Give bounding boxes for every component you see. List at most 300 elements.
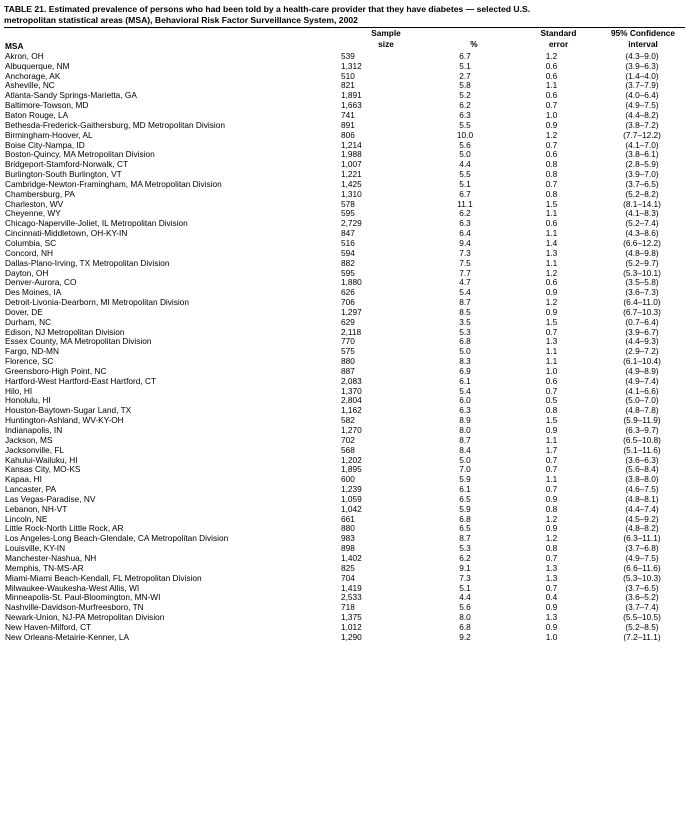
cell-msa: Albuquerque, NM (5, 61, 70, 71)
cell-percent: 6.1 (459, 376, 471, 386)
cell-confidence-interval: (3.7–6.8) (625, 544, 659, 554)
cell-standard-error: 0.9 (545, 307, 558, 317)
cell-percent: 8.7 (459, 534, 471, 544)
cell-percent: 6.1 (459, 485, 471, 495)
cell-standard-error: 1.1 (545, 347, 558, 357)
table-row (4, 426, 685, 436)
column-header-sample-size-line2: size (378, 38, 394, 49)
table-row (4, 406, 685, 416)
table-row (4, 209, 685, 219)
table-row (4, 524, 685, 534)
cell-standard-error: 0.7 (545, 327, 558, 337)
cell-standard-error: 0.6 (545, 150, 558, 160)
cell-sample-size: 704 (341, 573, 355, 583)
table-row (4, 446, 685, 456)
cell-percent: 7.5 (459, 258, 471, 268)
cell-sample-size: 1,310 (341, 189, 362, 199)
cell-sample-size: 661 (341, 514, 355, 524)
cell-percent: 5.5 (459, 120, 471, 130)
cell-standard-error: 0.9 (545, 120, 558, 130)
cell-sample-size: 2,729 (341, 219, 362, 229)
cell-sample-size: 741 (341, 110, 355, 121)
cell-percent: 5.0 (459, 455, 471, 465)
cell-sample-size: 806 (341, 130, 355, 140)
cell-standard-error: 1.1 (545, 258, 558, 268)
cell-sample-size: 568 (341, 445, 355, 455)
table-row (4, 623, 685, 633)
cell-msa: Akron, OH (5, 51, 44, 61)
table-row (4, 91, 685, 101)
cell-standard-error: 1.2 (545, 514, 558, 524)
cell-sample-size: 880 (341, 524, 355, 534)
cell-sample-size: 629 (341, 317, 355, 327)
cell-msa: Lincoln, NE (5, 514, 48, 524)
cell-standard-error: 0.4 (545, 593, 558, 603)
cell-standard-error: 1.5 (545, 199, 558, 209)
table-header (4, 28, 685, 52)
cell-standard-error: 0.6 (545, 219, 558, 229)
cell-standard-error: 1.1 (545, 357, 558, 367)
cell-confidence-interval: (5.3–10.3) (623, 573, 661, 583)
cell-sample-size: 770 (341, 337, 355, 347)
cell-standard-error: 0.6 (545, 278, 558, 288)
cell-standard-error: 1.1 (545, 209, 558, 219)
cell-sample-size: 821 (341, 81, 355, 91)
cell-confidence-interval: (4.1–8.3) (625, 209, 659, 219)
table-title-line-2: metropolitan statistical areas (MSA), Behavioral Risk Factor Surveillance System, 2002 (4, 15, 358, 25)
cell-percent: 6.3 (459, 110, 471, 121)
cell-msa: Miami-Miami Beach-Kendall, FL Metropolitan Division (5, 573, 202, 583)
cell-standard-error: 0.8 (545, 170, 558, 180)
cell-sample-size: 706 (341, 298, 355, 308)
cell-percent: 5.0 (459, 347, 471, 357)
table-title-line-1: TABLE 21. Estimated prevalence of persons who had been told by a health-care provider that they have diabetes — selected U.S. (4, 4, 531, 14)
cell-confidence-interval: (3.7–7.9) (625, 81, 659, 91)
cell-msa: Cincinnati-Middletown, OH-KY-IN (5, 229, 128, 239)
cell-confidence-interval: (3.6–6.3) (625, 455, 659, 465)
table-row (4, 377, 685, 387)
cell-standard-error: 0.9 (545, 603, 558, 613)
cell-standard-error: 0.5 (545, 396, 558, 406)
cell-percent: 6.9 (459, 366, 471, 376)
cell-percent: 8.3 (459, 357, 471, 367)
cell-percent: 7.7 (459, 268, 471, 278)
cell-percent: 5.6 (459, 140, 471, 150)
table-row (4, 259, 685, 269)
cell-msa: Boston-Quincy, MA Metropolitan Division (5, 150, 155, 160)
cell-standard-error: 0.9 (545, 622, 558, 632)
cell-msa: Asheville, NC (5, 81, 55, 91)
cell-percent: 4.7 (459, 278, 471, 288)
cell-msa: Edison, NJ Metropolitan Division (5, 327, 125, 337)
cell-confidence-interval: (3.6–5.2) (625, 593, 659, 603)
cell-msa: Bethesda-Frederick-Gaithersburg, MD Metropolitan Division (5, 120, 225, 130)
cell-standard-error: 0.9 (545, 288, 558, 298)
cell-sample-size: 847 (341, 229, 355, 239)
cell-confidence-interval: (3.9–6.3) (625, 61, 659, 71)
table-row (4, 170, 685, 180)
cell-standard-error: 0.6 (545, 91, 558, 101)
cell-msa: Manchester-Nashua, NH (5, 553, 97, 563)
cell-sample-size: 539 (341, 51, 355, 61)
table-row (4, 328, 685, 338)
cell-confidence-interval: (4.9–7.5) (625, 101, 659, 111)
cell-sample-size: 898 (341, 544, 355, 554)
cell-confidence-interval: (1.4–4.0) (625, 71, 659, 81)
cell-sample-size: 575 (341, 347, 355, 357)
table-row (4, 633, 685, 643)
column-header-standard-error-line2: error (548, 38, 569, 49)
cell-sample-size: 595 (341, 209, 355, 219)
table-row (4, 456, 685, 466)
cell-msa: Fargo, ND-MN (5, 347, 59, 357)
table-row (4, 318, 685, 328)
cell-sample-size: 1,042 (341, 504, 362, 514)
table-row (4, 544, 685, 554)
cell-percent: 5.0 (459, 150, 471, 160)
cell-confidence-interval: (4.9–7.5) (625, 553, 659, 563)
table-title (0, 0, 689, 26)
cell-standard-error: 1.3 (545, 337, 558, 347)
cell-sample-size: 1,007 (341, 160, 362, 170)
cell-confidence-interval: (6.5–10.8) (623, 435, 661, 445)
cell-msa: Greensboro-High Point, NC (5, 366, 107, 376)
table-row (4, 229, 685, 239)
cell-confidence-interval: (6.1–10.4) (623, 357, 661, 367)
cell-msa: Durham, NC (5, 317, 52, 327)
cell-percent: 8.5 (459, 307, 471, 317)
cell-msa: Jackson, MS (5, 435, 53, 445)
cell-percent: 6.8 (459, 337, 471, 347)
table-row (4, 180, 685, 190)
cell-confidence-interval: (3.7–6.5) (625, 583, 659, 593)
cell-percent: 6.3 (459, 219, 471, 229)
table-row (4, 160, 685, 170)
table-body (4, 52, 685, 643)
cell-msa: Burlington-South Burlington, VT (5, 170, 122, 180)
cell-percent: 5.4 (459, 386, 471, 396)
cell-confidence-interval: (4.4–7.4) (625, 504, 659, 514)
cell-percent: 4.4 (459, 160, 471, 170)
cell-msa: Cambridge-Newton-Framingham, MA Metropolitan Division (5, 179, 222, 189)
cell-confidence-interval: (4.0–6.4) (625, 91, 659, 101)
cell-msa: Kapaa, HI (5, 475, 42, 485)
table-row (4, 337, 685, 347)
cell-msa: Denver-Aurora, CO (5, 278, 77, 288)
cell-sample-size: 1,402 (341, 553, 362, 563)
cell-confidence-interval: (3.9–6.7) (625, 327, 659, 337)
cell-confidence-interval: (2.8–5.9) (625, 160, 659, 170)
cell-msa: Los Angeles-Long Beach-Glendale, CA Metropolitan Division (5, 534, 229, 544)
cell-confidence-interval: (5.6–8.4) (625, 465, 659, 475)
table-row (4, 62, 685, 72)
cell-confidence-interval: (5.3–10.1) (623, 268, 661, 278)
cell-confidence-interval: (4.3–8.6) (625, 229, 659, 239)
cell-sample-size: 2,533 (341, 593, 362, 603)
cell-percent: 8.7 (459, 298, 471, 308)
column-header-percent-spacer (432, 28, 516, 39)
table-row (4, 583, 685, 593)
cell-confidence-interval: (2.9–7.2) (625, 347, 659, 357)
cell-standard-error: 0.8 (545, 544, 558, 554)
column-header-confidence-interval-line1: 95% Confidence (610, 28, 676, 38)
cell-percent: 6.8 (459, 622, 471, 632)
cell-percent: 4.4 (459, 593, 471, 603)
cell-sample-size: 510 (341, 71, 355, 81)
cell-msa: Nashville-Davidson-Murfreesboro, TN (5, 603, 144, 613)
table-row (4, 357, 685, 367)
table-row (4, 387, 685, 397)
cell-standard-error: 0.8 (545, 160, 558, 170)
cell-sample-size: 595 (341, 268, 355, 278)
cell-percent: 7.0 (459, 465, 471, 475)
cell-percent: 11.1 (457, 199, 473, 209)
cell-standard-error: 0.7 (545, 553, 558, 563)
cell-msa: Baton Rouge, LA (5, 110, 69, 121)
cell-sample-size: 2,804 (341, 396, 362, 406)
cell-confidence-interval: (0.7–6.4) (625, 317, 659, 327)
cell-standard-error: 1.3 (545, 573, 558, 583)
cell-sample-size: 582 (341, 416, 355, 426)
cell-standard-error: 0.6 (545, 71, 558, 81)
cell-standard-error: 0.7 (545, 179, 558, 189)
cell-confidence-interval: (5.2–8.2) (625, 189, 659, 199)
cell-msa: Charleston, WV (5, 199, 64, 209)
cell-percent: 6.5 (459, 524, 471, 534)
cell-msa: Columbia, SC (5, 238, 57, 248)
table-row (4, 465, 685, 475)
cell-sample-size: 1,012 (341, 622, 362, 632)
cell-sample-size: 983 (341, 534, 355, 544)
cell-msa: Louisville, KY-IN (5, 544, 66, 554)
cell-standard-error: 1.3 (545, 613, 558, 623)
cell-sample-size: 1,891 (341, 91, 362, 101)
cell-standard-error: 1.5 (545, 317, 558, 327)
table-row (4, 239, 685, 249)
cell-confidence-interval: (4.8–7.8) (625, 406, 659, 416)
cell-percent: 8.9 (459, 416, 471, 426)
table-row (4, 200, 685, 210)
cell-msa: Boise City-Nampa, ID (5, 140, 85, 150)
cell-confidence-interval: (4.8–9.8) (625, 248, 659, 258)
table-row (4, 416, 685, 426)
cell-confidence-interval: (5.2–9.7) (625, 258, 659, 268)
prevalence-table (4, 28, 685, 643)
cell-percent: 7.3 (459, 573, 471, 583)
cell-sample-size: 825 (341, 563, 355, 573)
cell-standard-error: 1.4 (545, 238, 558, 248)
column-header-sample-size-line1: Sample (371, 28, 401, 38)
cell-confidence-interval: (3.8–8.0) (625, 475, 659, 485)
cell-msa: Minneapolis-St. Paul-Bloomington, MN-WI (5, 593, 161, 603)
cell-sample-size: 1,419 (341, 583, 362, 593)
cell-standard-error: 1.1 (545, 81, 558, 91)
cell-msa: Indianapolis, IN (5, 425, 63, 436)
table-row (4, 219, 685, 229)
cell-msa: Detroit-Livonia-Dearborn, MI Metropolitan Division (5, 298, 189, 308)
column-header-confidence-interval-line2: interval (628, 38, 658, 49)
column-header-msa: MSA (5, 40, 24, 51)
cell-sample-size: 1,221 (341, 170, 362, 180)
cell-sample-size: 1,895 (341, 465, 362, 475)
table-row (4, 505, 685, 515)
cell-confidence-interval: (6.6–11.6) (623, 563, 661, 573)
cell-confidence-interval: (4.6–7.5) (625, 485, 659, 495)
table-row (4, 554, 685, 564)
cell-standard-error: 1.7 (545, 445, 558, 455)
cell-msa: Baltimore-Towson, MD (5, 101, 89, 111)
cell-standard-error: 0.8 (545, 406, 558, 416)
cell-sample-size: 1,214 (341, 140, 362, 150)
cell-msa: Newark-Union, NJ-PA Metropolitan Division (5, 613, 165, 623)
cell-sample-size: 887 (341, 366, 355, 376)
cell-percent: 3.5 (459, 317, 471, 327)
cell-sample-size: 702 (341, 435, 355, 445)
cell-sample-size: 1,663 (341, 101, 362, 111)
table-row (4, 495, 685, 505)
cell-standard-error: 1.0 (545, 632, 558, 642)
table-row (4, 603, 685, 613)
cell-confidence-interval: (4.9–7.4) (625, 376, 659, 386)
cell-standard-error: 0.7 (545, 101, 558, 111)
cell-msa: Florence, SC (5, 357, 54, 367)
cell-confidence-interval: (5.1–11.6) (623, 445, 661, 455)
cell-confidence-interval: (4.1–7.0) (625, 140, 659, 150)
cell-standard-error: 0.7 (545, 583, 558, 593)
cell-confidence-interval: (4.8–8.2) (625, 524, 659, 534)
cell-msa: Las Vegas-Paradise, NV (5, 494, 96, 504)
cell-confidence-interval: (6.4–11.0) (623, 298, 661, 308)
cell-sample-size: 1,059 (341, 494, 362, 504)
cell-standard-error: 0.6 (545, 376, 558, 386)
cell-percent: 5.9 (459, 475, 471, 485)
table-row (4, 475, 685, 485)
cell-msa: Atlanta-Sandy Springs-Marietta, GA (5, 91, 137, 101)
cell-msa: New Orleans-Metairie-Kenner, LA (5, 632, 130, 642)
cell-percent: 6.5 (459, 494, 471, 504)
cell-confidence-interval: (4.5–9.2) (625, 514, 659, 524)
cell-percent: 5.3 (459, 544, 471, 554)
table-row (4, 278, 685, 288)
table-row (4, 268, 685, 278)
table-row (4, 436, 685, 446)
table-row (4, 72, 685, 82)
cell-sample-size: 594 (341, 248, 355, 258)
cell-msa: Dayton, OH (5, 268, 49, 278)
cell-percent: 7.3 (459, 248, 471, 258)
table-row (4, 150, 685, 160)
cell-msa: Little Rock-North Little Rock, AR (5, 524, 124, 534)
cell-confidence-interval: (3.7–6.5) (625, 179, 659, 189)
table-row (4, 52, 685, 62)
cell-msa: Birmingham-Hoover, AL (5, 130, 93, 140)
cell-percent: 8.4 (459, 445, 471, 455)
cell-sample-size: 1,297 (341, 307, 362, 317)
table-row (4, 564, 685, 574)
cell-msa: New Haven-Milford, CT (5, 622, 92, 632)
cell-percent: 5.1 (459, 61, 471, 71)
table-row (4, 131, 685, 141)
cell-msa: Anchorage, AK (5, 71, 61, 81)
cell-percent: 10.0 (456, 130, 474, 140)
cell-msa: Chicago-Naperville-Joliet, IL Metropolitan Division (5, 219, 188, 229)
cell-msa: Dover, DE (5, 307, 43, 317)
table-row (4, 367, 685, 377)
cell-sample-size: 578 (341, 199, 355, 209)
cell-msa: Essex County, MA Metropolitan Division (5, 337, 152, 347)
cell-msa: Huntington-Ashland, WV-KY-OH (5, 416, 124, 426)
cell-percent: 8.0 (459, 425, 471, 436)
cell-percent: 5.8 (459, 81, 471, 91)
cell-percent: 6.2 (459, 209, 471, 219)
cell-percent: 5.1 (459, 179, 471, 189)
table-row (4, 141, 685, 151)
cell-confidence-interval: (3.8–6.1) (625, 150, 659, 160)
cell-percent: 8.7 (459, 435, 471, 445)
table-header-row-top (4, 28, 685, 39)
cell-confidence-interval: (6.3–11.1) (623, 534, 661, 544)
cell-msa: Kansas City, MO-KS (5, 465, 81, 475)
cell-percent: 5.3 (459, 327, 471, 337)
cell-confidence-interval: (3.8–7.2) (625, 120, 659, 130)
cell-sample-size: 1,312 (341, 61, 362, 71)
cell-standard-error: 1.3 (545, 248, 558, 258)
cell-standard-error: 1.2 (545, 130, 558, 140)
cell-percent: 6.3 (459, 406, 471, 416)
cell-confidence-interval: (5.9–11.9) (623, 416, 661, 426)
table-row (4, 249, 685, 259)
table-row (4, 298, 685, 308)
cell-msa: Des Moines, IA (5, 288, 62, 298)
table-row (4, 101, 685, 111)
table-row (4, 308, 685, 318)
column-header-percent: % (470, 38, 478, 49)
cell-percent: 9.4 (459, 238, 471, 248)
cell-percent: 6.0 (459, 396, 471, 406)
cell-confidence-interval: (4.4–8.2) (625, 110, 659, 121)
cell-confidence-interval: (3.5–5.8) (625, 278, 659, 288)
cell-confidence-interval: (4.9–8.9) (625, 366, 659, 376)
cell-confidence-interval: (4.1–6.6) (625, 386, 659, 396)
cell-sample-size: 2,083 (341, 376, 362, 386)
cell-standard-error: 0.7 (545, 485, 558, 495)
cell-percent: 2.7 (459, 71, 471, 81)
table-row (4, 485, 685, 495)
cell-confidence-interval: (8.1–14.1) (623, 199, 661, 209)
cell-msa: Memphis, TN-MS-AR (5, 563, 84, 573)
cell-confidence-interval: (4.3–9.0) (625, 51, 659, 61)
cell-standard-error: 1.1 (545, 475, 558, 485)
cell-msa: Houston-Baytown-Sugar Land, TX (5, 406, 132, 416)
cell-msa: Hilo, HI (5, 386, 33, 396)
cell-confidence-interval: (5.2–7.4) (625, 219, 659, 229)
cell-standard-error: 1.0 (545, 110, 558, 121)
table-row (4, 81, 685, 91)
cell-sample-size: 1,239 (341, 485, 362, 495)
cell-msa: Dallas-Plano-Irving, TX Metropolitan Division (5, 258, 170, 268)
cell-percent: 5.1 (459, 583, 471, 593)
cell-percent: 6.4 (459, 229, 471, 239)
cell-confidence-interval: (6.3–9.7) (625, 425, 659, 436)
cell-msa: Honolulu, HI (5, 396, 51, 406)
cell-percent: 8.0 (459, 613, 471, 623)
cell-percent: 5.5 (459, 170, 471, 180)
cell-confidence-interval: (4.8–8.1) (625, 494, 659, 504)
cell-confidence-interval: (5.5–10.5) (623, 613, 661, 623)
cell-msa: Chambersburg, PA (5, 189, 75, 199)
table-row (4, 534, 685, 544)
cell-percent: 6.2 (459, 101, 471, 111)
